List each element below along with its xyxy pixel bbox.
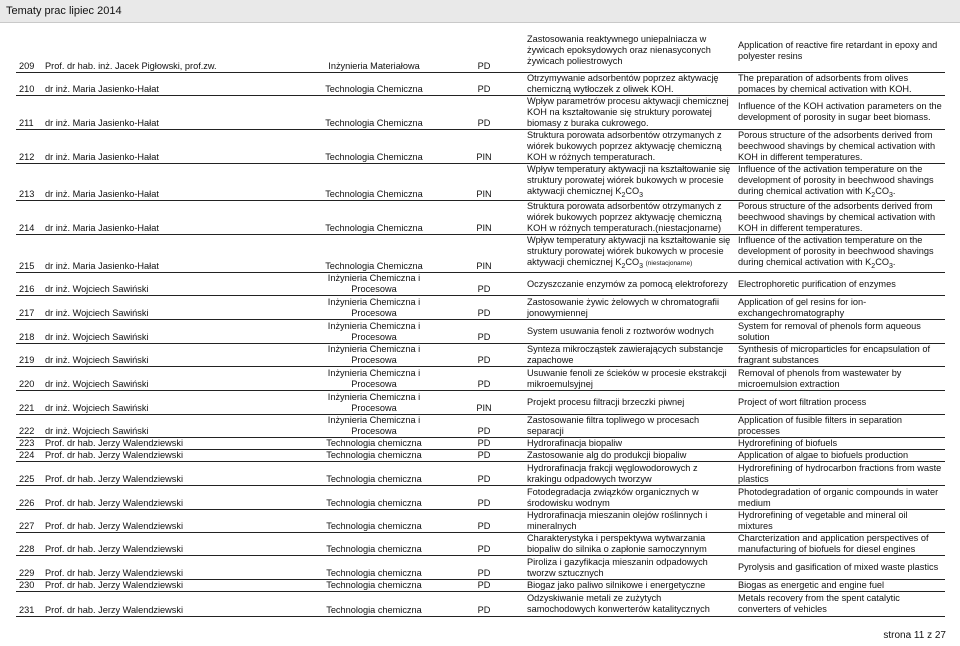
topic-number: 227 xyxy=(16,510,42,533)
thesis-type: PIN xyxy=(444,235,524,273)
title-english: Hydrorefining of vegetable and mineral oil mixtures xyxy=(735,510,945,533)
topic-number: 216 xyxy=(16,273,42,296)
title-polish: Wpływ temperatury aktywacji na kształtowanie się struktury porowatej wiórek bukowych w procesie aktywacji chemicznej $K_2CO_3$ xyxy=(524,163,735,201)
thesis-type: PIN xyxy=(444,391,524,415)
title-english: System for removal of phenols form aqueous solution xyxy=(735,320,945,344)
topic-number: 228 xyxy=(16,533,42,556)
field-of-study: Technologia chemiczna xyxy=(304,592,444,617)
field-of-study: Technologia Chemiczna xyxy=(304,201,444,235)
topic-number: 212 xyxy=(16,129,42,163)
supervisor: dr inż. Wojciech Sawiński xyxy=(42,415,304,438)
table-row xyxy=(16,72,945,95)
title-polish: Zastosowanie filtra topliwego w procesach separacji xyxy=(524,415,735,438)
table-row xyxy=(16,129,945,163)
title-polish: Struktura porowata adsorbentów otrzymanych z wiórek bukowych poprzez aktywację chemiczną KOH w różnych temperaturach. xyxy=(524,129,735,163)
title-english: Charcterization and application perspectives of manufacturing of biofuels for diesel engines xyxy=(735,533,945,556)
topic-number: 219 xyxy=(16,344,42,367)
table-row xyxy=(16,367,945,391)
field-of-study: Inżynieria Chemiczna i Procesowa xyxy=(304,391,444,415)
title-english: Application of fusible filters in separation processes xyxy=(735,415,945,438)
title-english: Hydrorefining of hydrocarbon fractions from waste plastics xyxy=(735,462,945,486)
topic-number: 211 xyxy=(16,95,42,129)
table-row xyxy=(16,391,945,415)
topic-number: 209 xyxy=(16,30,42,72)
table-row xyxy=(16,592,945,617)
field-of-study: Technologia chemiczna xyxy=(304,438,444,450)
topic-number: 214 xyxy=(16,201,42,235)
field-of-study: Technologia Chemiczna xyxy=(304,95,444,129)
field-of-study: Inżynieria Chemiczna i Procesowa xyxy=(304,273,444,296)
title-english: Biogas as energetic and engine fuel xyxy=(735,580,945,592)
topic-number: 229 xyxy=(16,556,42,580)
table-row xyxy=(16,344,945,367)
thesis-type: PD xyxy=(444,486,524,510)
title-polish: Projekt procesu filtracji brzeczki piwnej xyxy=(524,391,735,415)
title-english: Influence of the KOH activation parameters on the development of porosity in sugar beet biomass. xyxy=(735,95,945,129)
title-polish: Odzyskiwanie metali ze zużytych samochodowych konwerterów katalitycznych xyxy=(524,592,735,617)
field-of-study: Technologia chemiczna xyxy=(304,486,444,510)
supervisor: dr inż. Maria Jasienko-Hałat xyxy=(42,163,304,201)
table-row xyxy=(16,273,945,296)
table-row xyxy=(16,438,945,450)
table-row xyxy=(16,533,945,556)
thesis-type: PD xyxy=(444,510,524,533)
supervisor: dr inż. Maria Jasienko-Hałat xyxy=(42,72,304,95)
page-header xyxy=(0,0,960,23)
title-polish: Fotodegradacja związków organicznych w środowisku wodnym xyxy=(524,486,735,510)
title-polish: Hydrorafinacja biopaliw xyxy=(524,438,735,450)
title-polish: Struktura porowata adsorbentów otrzymanych z wiórek bukowych poprzez aktywację chemiczną KOH w różnych temperaturach.(niestacjonarne) xyxy=(524,201,735,235)
header-title: Tematy prac lipiec 2014 xyxy=(6,5,122,17)
title-english: Synthesis of microparticles for encapsulation of fragrant substances xyxy=(735,344,945,367)
thesis-type: PD xyxy=(444,415,524,438)
field-of-study: Inżynieria Chemiczna i Procesowa xyxy=(304,415,444,438)
topic-number: 220 xyxy=(16,367,42,391)
topic-number: 223 xyxy=(16,438,42,450)
field-of-study: Technologia Chemiczna xyxy=(304,72,444,95)
field-of-study: Inżynieria Chemiczna i Procesowa xyxy=(304,344,444,367)
supervisor: dr inż. Wojciech Sawiński xyxy=(42,320,304,344)
topic-number: 230 xyxy=(16,580,42,592)
topics-table-body xyxy=(16,30,945,617)
topic-number: 231 xyxy=(16,592,42,617)
title-polish: System usuwania fenoli z roztworów wodnych xyxy=(524,320,735,344)
field-of-study: Inżynieria Chemiczna i Procesowa xyxy=(304,367,444,391)
table-row xyxy=(16,450,945,462)
supervisor: Prof. dr hab. Jerzy Walendziewski xyxy=(42,486,304,510)
thesis-type: PD xyxy=(444,580,524,592)
table-row xyxy=(16,296,945,320)
supervisor: dr inż. Wojciech Sawiński xyxy=(42,367,304,391)
thesis-type: PD xyxy=(444,30,524,72)
field-of-study: Technologia chemiczna xyxy=(304,580,444,592)
title-english: Application of gel resins for ion-exchangechromatography xyxy=(735,296,945,320)
field-of-study: Technologia chemiczna xyxy=(304,510,444,533)
field-of-study: Inżynieria Materiałowa xyxy=(304,30,444,72)
title-polish: Wpływ parametrów procesu aktywacji chemicznej KOH na kształtowanie się struktury porowatej biomasy z buraka cukrowego. xyxy=(524,95,735,129)
supervisor: Prof. dr hab. inż. Jacek Pigłowski, prof.zw. xyxy=(42,30,304,72)
title-english: The preparation of adsorbents from olives pomaces by chemical activation with KOH. xyxy=(735,72,945,95)
page-footer: strona 11 z 27 xyxy=(883,630,946,641)
title-english: Influence of the activation temperature on the development of porosity in beechwood shavings during chemical activation with $K_2CO_3$. xyxy=(735,163,945,201)
topic-number: 218 xyxy=(16,320,42,344)
table-row xyxy=(16,415,945,438)
title-polish: Zastosowania reaktywnego uniepalniacza w żywicach epoksydowych oraz nienasyconych żywicach poliestrowych xyxy=(524,30,735,72)
topic-number: 221 xyxy=(16,391,42,415)
field-of-study: Technologia chemiczna xyxy=(304,533,444,556)
supervisor: dr inż. Wojciech Sawiński xyxy=(42,296,304,320)
title-english: Photodegradation of organic compounds in water medium xyxy=(735,486,945,510)
title-english: Porous structure of the adsorbents derived from beechwood shavings by chemical activation with KOH in different temperatures. xyxy=(735,201,945,235)
thesis-type: PD xyxy=(444,462,524,486)
title-polish: Zastosowanie alg do produkcji biopaliw xyxy=(524,450,735,462)
field-of-study: Technologia chemiczna xyxy=(304,450,444,462)
thesis-type: PIN xyxy=(444,129,524,163)
supervisor: Prof. dr hab. Jerzy Walendziewski xyxy=(42,438,304,450)
thesis-type: PD xyxy=(444,438,524,450)
title-polish: Hydrorafinacja mieszanin olejów roślinnych i mineralnych xyxy=(524,510,735,533)
topic-number: 213 xyxy=(16,163,42,201)
supervisor: dr inż. Wojciech Sawiński xyxy=(42,344,304,367)
thesis-type: PD xyxy=(444,556,524,580)
title-english: Influence of the activation temperature on the development of porosity in beechwood shavings during chemical activation with $K_2CO_3$. xyxy=(735,235,945,273)
table-row xyxy=(16,486,945,510)
table-row xyxy=(16,556,945,580)
title-english: Application of algae to biofuels production xyxy=(735,450,945,462)
supervisor: dr inż. Maria Jasienko-Hałat xyxy=(42,129,304,163)
thesis-type: PIN xyxy=(444,163,524,201)
supervisor: dr inż. Maria Jasienko-Hałat xyxy=(42,235,304,273)
supervisor: Prof. dr hab. Jerzy Walendziewski xyxy=(42,533,304,556)
topic-number: 225 xyxy=(16,462,42,486)
title-polish: Synteza mikrocząstek zawierających substancje zapachowe xyxy=(524,344,735,367)
thesis-type: PD xyxy=(444,320,524,344)
topic-number: 226 xyxy=(16,486,42,510)
thesis-type: PD xyxy=(444,95,524,129)
title-polish: Piroliza i gazyfikacja mieszanin odpadowych tworzw sztucznych xyxy=(524,556,735,580)
table-row xyxy=(16,580,945,592)
supervisor: Prof. dr hab. Jerzy Walendziewski xyxy=(42,450,304,462)
field-of-study: Inżynieria Chemiczna i Procesowa xyxy=(304,296,444,320)
title-polish: Zastosowanie żywic żelowych w chromatografii jonowymiennej xyxy=(524,296,735,320)
table-row xyxy=(16,30,945,72)
field-of-study: Technologia chemiczna xyxy=(304,556,444,580)
field-of-study: Technologia Chemiczna xyxy=(304,163,444,201)
thesis-type: PD xyxy=(444,344,524,367)
table-row xyxy=(16,163,945,201)
topic-number: 224 xyxy=(16,450,42,462)
thesis-type: PD xyxy=(444,367,524,391)
title-polish: Charakterystyka i perspektywa wytwarzania biopaliw do silnika o zapłonie samoczynnym xyxy=(524,533,735,556)
supervisor: dr inż. Maria Jasienko-Hałat xyxy=(42,201,304,235)
supervisor: Prof. dr hab. Jerzy Walendziewski xyxy=(42,510,304,533)
topic-number: 222 xyxy=(16,415,42,438)
title-polish: Hydrorafinacja frakcji węglowodorowych z krakingu odpadowych tworzyw xyxy=(524,462,735,486)
table-row xyxy=(16,201,945,235)
topic-number: 210 xyxy=(16,72,42,95)
table-row xyxy=(16,510,945,533)
table-row xyxy=(16,320,945,344)
supervisor: dr inż. Wojciech Sawiński xyxy=(42,273,304,296)
thesis-type: PD xyxy=(444,72,524,95)
thesis-type: PD xyxy=(444,450,524,462)
title-polish: Biogaz jako paliwo silnikowe i energetyczne xyxy=(524,580,735,592)
field-of-study: Technologia chemiczna xyxy=(304,462,444,486)
topic-number: 215 xyxy=(16,235,42,273)
title-english: Removal of phenols from wastewater by microemulsion extraction xyxy=(735,367,945,391)
thesis-type: PD xyxy=(444,533,524,556)
supervisor: dr inż. Maria Jasienko-Hałat xyxy=(42,95,304,129)
title-english: Metals recovery from the spent catalytic converters of vehicles xyxy=(735,592,945,617)
table-row xyxy=(16,95,945,129)
title-english: Porous structure of the adsorbents derived from beechwood shavings by chemical activation with KOH in different temperatures. xyxy=(735,129,945,163)
supervisor: Prof. dr hab. Jerzy Walendziewski xyxy=(42,556,304,580)
title-polish: Otrzymywanie adsorbentów poprzez aktywację chemiczną wytłoczek z oliwek KOH. xyxy=(524,72,735,95)
supervisor: dr inż. Wojciech Sawiński xyxy=(42,391,304,415)
table-row xyxy=(16,462,945,486)
supervisor: Prof. dr hab. Jerzy Walendziewski xyxy=(42,580,304,592)
field-of-study: Technologia Chemiczna xyxy=(304,235,444,273)
thesis-type: PD xyxy=(444,296,524,320)
supervisor: Prof. dr hab. Jerzy Walendziewski xyxy=(42,462,304,486)
title-polish: Oczyszczanie enzymów za pomocą elektroforezy xyxy=(524,273,735,296)
title-english: Pyrolysis and gasification of mixed waste plastics xyxy=(735,556,945,580)
title-polish: Wpływ temperatury aktywacji na kształtowanie się struktury porowatej wiórek bukowych w procesie aktywacji chemicznej $K_2CO_3$ (niestacjonarne) xyxy=(524,235,735,273)
title-english: Hydrorefining of biofuels xyxy=(735,438,945,450)
field-of-study: Inżynieria Chemiczna i Procesowa xyxy=(304,320,444,344)
thesis-type: PD xyxy=(444,273,524,296)
title-english: Project of wort filtration process xyxy=(735,391,945,415)
topic-number: 217 xyxy=(16,296,42,320)
title-english: Electrophoretic purification of enzymes xyxy=(735,273,945,296)
table-row xyxy=(16,235,945,273)
title-english: Application of reactive fire retardant in epoxy and polyester resins xyxy=(735,30,945,72)
topics-table xyxy=(16,30,945,617)
field-of-study: Technologia Chemiczna xyxy=(304,129,444,163)
thesis-type: PD xyxy=(444,592,524,617)
thesis-type: PIN xyxy=(444,201,524,235)
title-polish: Usuwanie fenoli ze ścieków w procesie ekstrakcji mikroemulsyjnej xyxy=(524,367,735,391)
supervisor: Prof. dr hab. Jerzy Walendziewski xyxy=(42,592,304,617)
